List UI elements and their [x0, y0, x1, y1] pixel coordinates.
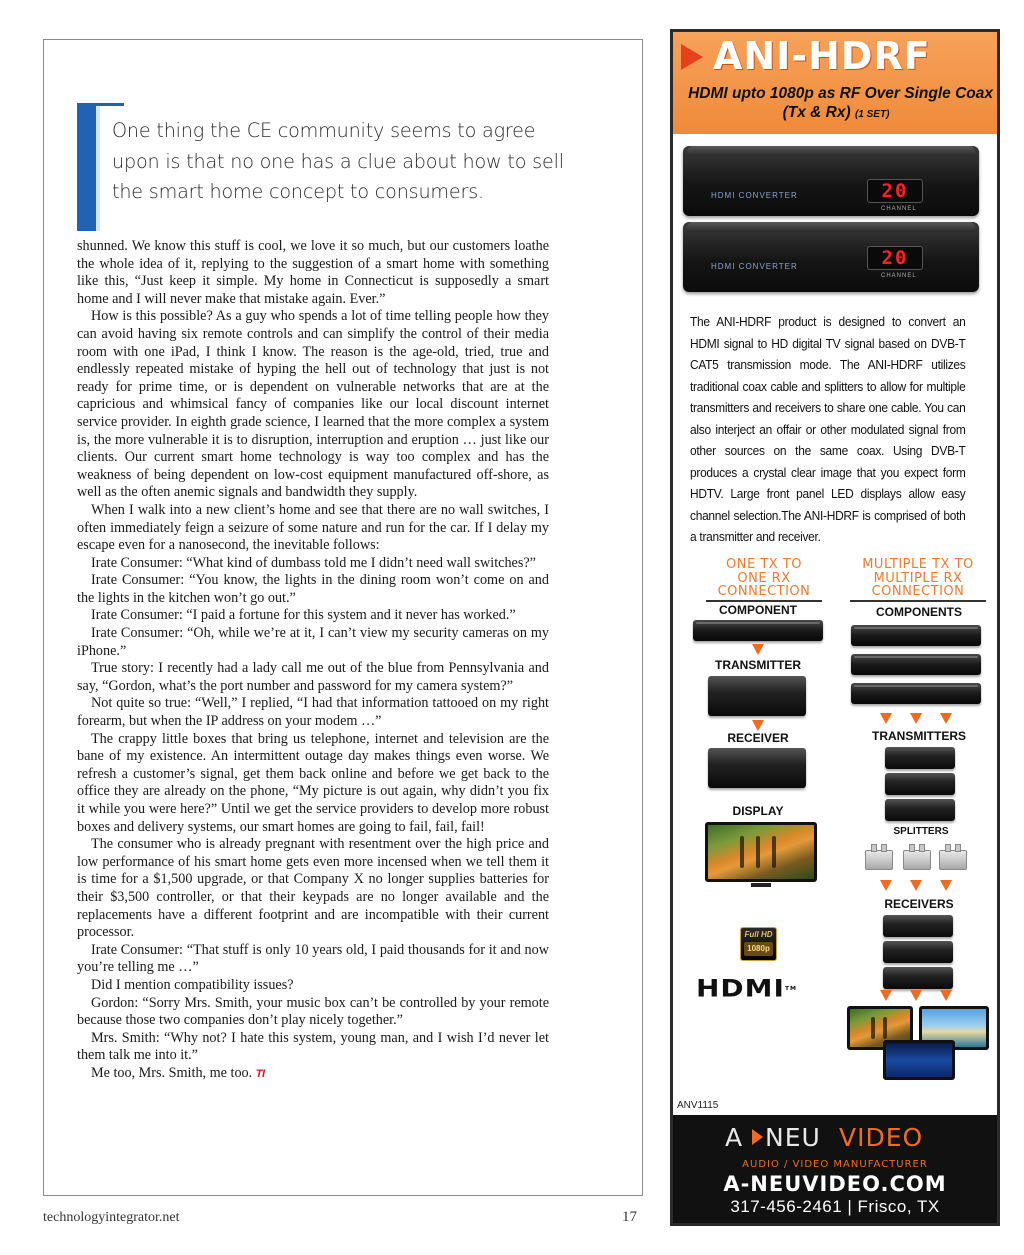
article-paragraph: shunned. We know this stuff is cool, we love it so much, but our customers loathe the whole idea of it, replying to the suggestion of a smart home with something like this, “Just keep it simple. My home in Connecticut is supposedly a smart home and I will never make that mistake again. Ever.”	[77, 238, 549, 307]
ad-header	[673, 32, 997, 134]
transmitter-device	[708, 676, 806, 716]
transmitter-device	[885, 799, 955, 821]
step-transmitter: TRANSMITTER	[715, 658, 801, 672]
component-device	[851, 654, 981, 675]
arrow-down-icon	[752, 720, 764, 731]
pull-quote: One thing the CE community seems to agree upon is that no one has a clue about how to sell the smart home concept to consumers.	[112, 119, 564, 203]
transmitter-unit	[683, 146, 979, 216]
badge-bottom-text: 1080p	[744, 942, 773, 956]
step-transmitters: TRANSMITTERS	[872, 729, 966, 743]
full-hd-badge	[740, 927, 777, 961]
arrow-down-icon	[940, 990, 952, 1001]
step-display: DISPLAY	[732, 804, 784, 818]
product-photo	[673, 134, 997, 312]
splitter-device	[903, 850, 931, 870]
article-paragraph: When I walk into a new client’s home and see that there are no wall switches, I often immediately feign a seizure of some nature and run for the car. If I delay my escape even for a nanosecond, the inevitable follows:	[77, 501, 549, 554]
step-component: COMPONENT	[719, 603, 797, 617]
receiver-device	[883, 967, 953, 989]
receiver-device	[883, 915, 953, 937]
arrow-down-icon	[910, 713, 922, 724]
step-receiver: RECEIVER	[727, 731, 789, 745]
step-splitters: SPLITTERS	[893, 826, 949, 837]
play-arrow-icon	[681, 44, 703, 70]
badge-top-text: Full HD	[744, 930, 773, 939]
tv-display-image	[883, 1040, 955, 1080]
channel-label: CHANNEL	[881, 206, 917, 212]
arrow-down-icon	[752, 644, 764, 655]
article-paragraph: Irate Consumer: “You know, the lights in the dining room won’t come on and the lights in the kitchen won’t go out.”	[77, 572, 549, 606]
transmitter-device	[885, 773, 955, 795]
heading-line: MULTIPLE TX TO	[862, 557, 974, 572]
receiver-device	[708, 748, 806, 788]
ad-subtitle-line2	[679, 104, 993, 122]
hdmi-logo-text: HDMI	[696, 974, 785, 1003]
trademark-mark: TM	[784, 985, 798, 992]
logo-video: VIDEO	[839, 1123, 924, 1152]
device-brand-label: HDMI CONVERTER	[711, 262, 798, 271]
component-device	[693, 620, 823, 641]
tv-display-image	[705, 822, 817, 882]
arrow-down-icon	[940, 713, 952, 724]
logo-a: A	[725, 1123, 744, 1152]
heading-line: ONE TX TO	[726, 557, 802, 572]
play-arrow-icon	[752, 1129, 763, 1145]
article-paragraph: Not quite so true: “Well,” I replied, “I had that information tattooed on my right forearm, but when the IP address on your modem …”	[77, 695, 549, 730]
right-column-heading	[850, 558, 986, 602]
arrow-down-icon	[940, 880, 952, 891]
article-paragraph: The consumer who is already pregnant with resentment over the high price and low performance of his smart home gets even more incensed when we tell them it is time for a $1,500 upgrade, or that Company X no longer supplies batteries for their $3,500 controller, or that their keypads are no longer available and the replacements have a different footprint and are incompatible with their current processor.	[77, 836, 549, 941]
ad-subtitle-line1: HDMI upto 1080p as RF Over Single Coax	[688, 85, 993, 102]
a-neuvideo-logo	[721, 1123, 953, 1153]
component-device	[851, 625, 981, 646]
component-device	[851, 683, 981, 704]
heading-line: CONNECTION	[871, 584, 965, 599]
heading-line: ONE RX	[737, 570, 791, 586]
article-paragraph: Irate Consumer: “That stuff is only 10 years old, I paid thousands for it and now you’re telling me …”	[77, 941, 549, 976]
article-paragraph: The crappy little boxes that bring us telephone, internet and television are the bane of my existence. An intermittent outage day makes things even worse. We refresh a customer’s signal, get them back online and before we get back to the office they are already on the phone, “My picture is out again, why didn’t you fix it while you were here?” Until we get the service providers to develop more robust boxes and delivery systems, our smart homes are going to fail, fail, fail!	[77, 730, 549, 835]
article-paragraph: Mrs. Smith: “Why not? I hate this system, young man, and I wish I’d never let them talk me into it.”	[77, 1029, 549, 1064]
article-paragraph: Gordon: “Sorry Mrs. Smith, your music box can’t be controlled by your remote because those two companies don’t play nicely together.”	[77, 994, 549, 1029]
ad-code: ANV1115	[677, 1100, 719, 1111]
end-mark-logo: TI	[255, 1067, 265, 1080]
brand-website[interactable]: A-NEUVIDEO.COM	[723, 1172, 947, 1196]
article-paragraph: True story: I recently had a lady call me out of the blue from Pennsylvania and say, “Gordon, what’s the port number and password for my camera system?”	[77, 660, 549, 694]
tv-stand	[751, 883, 771, 887]
ad-footer[interactable]	[673, 1115, 997, 1223]
step-components: COMPONENTS	[875, 605, 962, 619]
ad-description: The ANI-HDRF product is designed to convert an HDMI signal to HD digital TV signal based on DVB-T CAT5 transmission mode. The ANI-HDRF utilizes traditional coax cable and splitters to allow for multiple transmitters and receivers to share one cable. You can also interject an offair or other modulated signal from other sources on the same coax. Using DVB-T produces a crystal clear image that you expect form HDTV. Large front panel LED displays allow easy channel selection.The ANI-HDRF is comprised of both a transmitter and receiver.	[690, 315, 966, 544]
brand-tagline: AUDIO / VIDEO MANUFACTURER	[742, 1159, 928, 1170]
article-closing-text: Me too, Mrs. Smith, me too.	[91, 1064, 253, 1081]
heading-line: CONNECTION	[717, 584, 811, 599]
ad-title: ANI-HDRF	[713, 34, 931, 78]
page-number: 17	[622, 1209, 637, 1225]
ad-subtitle-set: (1 SET)	[854, 109, 890, 120]
advertisement[interactable]	[670, 29, 1000, 1226]
ad-subtitle-txrx: (Tx & Rx)	[782, 104, 851, 121]
splitter-device	[865, 850, 893, 870]
article-paragraph: Irate Consumer: “Oh, while we’re at it, I can’t view my security cameras on my iPhone.”	[77, 625, 549, 659]
arrow-down-icon	[910, 990, 922, 1001]
article-paragraph-last	[77, 1065, 549, 1084]
article-paragraph: Did I mention compatibility issues?	[91, 976, 294, 993]
transmitter-device	[885, 747, 955, 769]
brand-contact: 317-456-2461 | Frisco, TX	[730, 1197, 940, 1216]
article-paragraph: Irate Consumer: “What kind of dumbass told me I didn’t need wall switches?”	[91, 554, 536, 571]
arrow-down-icon	[910, 880, 922, 891]
heading-line: MULTIPLE RX	[873, 570, 963, 586]
channel-label: CHANNEL	[881, 273, 917, 279]
arrow-down-icon	[880, 990, 892, 1001]
logo-neu: NEU	[765, 1123, 821, 1152]
left-column-heading	[706, 558, 822, 602]
article-paragraph: Irate Consumer: “I paid a fortune for this system and it never has worked.”	[91, 607, 516, 624]
arrow-down-icon	[880, 713, 892, 724]
article-paragraph: How is this possible? As a guy who spends a lot of time telling people how they can avoid having six remote controls and can simplify the control of their media room with one iPad, I think I know. The reason is the age-old, tried, true and endlessly repeated mistake of hyping the hell out of technology that just is not ready for prime time, or is dependent on vulnerable networks that are at the capricious and whimsical fancy of companies like our local discount internet service provider. In eighth grade science, I learned that the more complex a system is, the more vulnerable it is to disruption, interruption and eruption … just like our clients. Our current smart home technology is way too complex and has the weakness of being dependent on low-cost equipment manufactured off-shore, as well as the often anemic signals and bandwidth they supply.	[77, 308, 549, 501]
hdmi-logo	[696, 974, 816, 1003]
footer-url[interactable]: technologyintegrator.net	[43, 1210, 180, 1225]
led-display: 20	[867, 179, 923, 203]
device-brand-label: HDMI CONVERTER	[711, 191, 798, 200]
receiver-device	[883, 941, 953, 963]
step-receivers: RECEIVERS	[884, 897, 954, 911]
article-body	[77, 238, 549, 1084]
arrow-down-icon	[880, 880, 892, 891]
receiver-unit	[683, 222, 979, 292]
led-display: 20	[867, 246, 923, 270]
splitter-device	[939, 850, 967, 870]
